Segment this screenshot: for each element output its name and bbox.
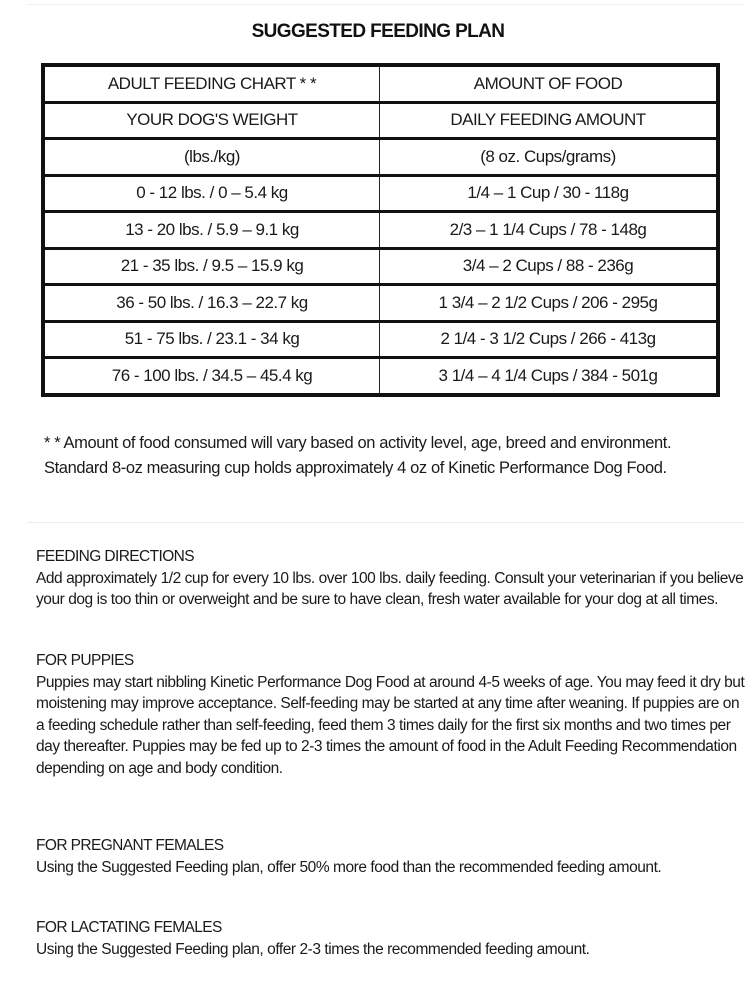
weight-cell: 36 - 50 lbs. / 16.3 – 22.7 kg: [45, 286, 380, 320]
table-row: [45, 356, 716, 393]
weight-cell: 0 - 12 lbs. / 0 – 5.4 kg: [45, 177, 380, 211]
amount-cell: 1 3/4 – 2 1/2 Cups / 206 - 295g: [438, 292, 658, 312]
table-row: [45, 283, 716, 320]
table-header-row: [45, 67, 716, 101]
weight-cell: 76 - 100 lbs. / 34.5 – 45.4 kg: [45, 359, 380, 393]
amount-cell: 3/4 – 2 Cups / 88 - 236g: [462, 256, 634, 276]
table-header-row: [45, 101, 716, 138]
weight-cell: 21 - 35 lbs. / 9.5 – 15.9 kg: [45, 250, 380, 284]
section-body: Using the Suggested Feeding plan, offer 50% more food than the recommended feeding amount.: [36, 858, 662, 876]
header-cell-right: DAILY FEEDING AMOUNT: [450, 110, 646, 130]
table-row: [45, 247, 716, 284]
table-row: [45, 320, 716, 357]
section-for-puppies: [36, 650, 748, 779]
section-body: Add approximately 1/2 cup for every 10 lbs. over 100 lbs. daily feeding. Consult your veterinarian if you believe your dog is too thin or overweight and be sure to have clean, fresh water available for your dog at all times.: [36, 569, 744, 608]
amount-cell: 3 1/4 – 4 1/4 Cups / 384 - 501g: [438, 365, 658, 385]
weight-cell: 51 - 75 lbs. / 23.1 - 34 kg: [45, 323, 380, 357]
top-rule: [27, 4, 744, 5]
page-title: SUGGESTED FEEDING PLAN: [251, 21, 505, 42]
units-cell-right: (8 oz. Cups/grams): [480, 146, 616, 166]
header-cell-left: ADULT FEEDING CHART * *: [45, 67, 380, 101]
table-row: [45, 210, 716, 247]
section-divider: [27, 522, 745, 523]
header-cell-left: YOUR DOG'S WEIGHT: [45, 104, 380, 138]
footnote: * * Amount of food consumed will vary based on activity level, age, breed and environment. Standard 8-oz measuring cup holds approximately 4 oz of Kinetic Performance Dog Food.: [44, 434, 672, 477]
table-row: [45, 174, 716, 211]
section-feeding-directions: [36, 546, 748, 611]
amount-cell: 2 1/4 - 3 1/2 Cups / 266 - 413g: [440, 329, 656, 349]
weight-cell: 13 - 20 lbs. / 5.9 – 9.1 kg: [45, 213, 380, 247]
header-cell-right: AMOUNT OF FOOD: [473, 73, 623, 93]
section-heading: FOR PUPPIES: [36, 652, 134, 669]
feeding-chart-table: [41, 63, 720, 397]
section-body: Using the Suggested Feeding plan, offer 2-3 times the recommended feeding amount.: [36, 940, 590, 958]
table-units-row: [45, 137, 716, 174]
section-heading: FOR PREGNANT FEMALES: [36, 837, 224, 854]
amount-cell: 1/4 – 1 Cup / 30 - 118g: [467, 183, 629, 203]
section-heading: FOR LACTATING FEMALES: [36, 919, 222, 936]
section-lactating-females: [36, 917, 748, 960]
section-heading: FEEDING DIRECTIONS: [36, 548, 194, 565]
amount-cell: 2/3 – 1 1/4 Cups / 78 - 148g: [449, 219, 647, 239]
section-pregnant-females: [36, 835, 748, 878]
units-cell-left: (lbs./kg): [45, 140, 380, 174]
section-body: Puppies may start nibbling Kinetic Performance Dog Food at around 4-5 weeks of age. You may feed it dry but moistening may improve acceptance. Self-feeding may be started at any time after weaning. If puppies are on a feeding schedule rather than self-feeding, feed them 3 times daily for the first six months and two times per day thereafter. Puppies may be fed up to 2-3 times the amount of food in the Adult Feeding Recommendation depending on age and body condition.: [36, 673, 745, 777]
